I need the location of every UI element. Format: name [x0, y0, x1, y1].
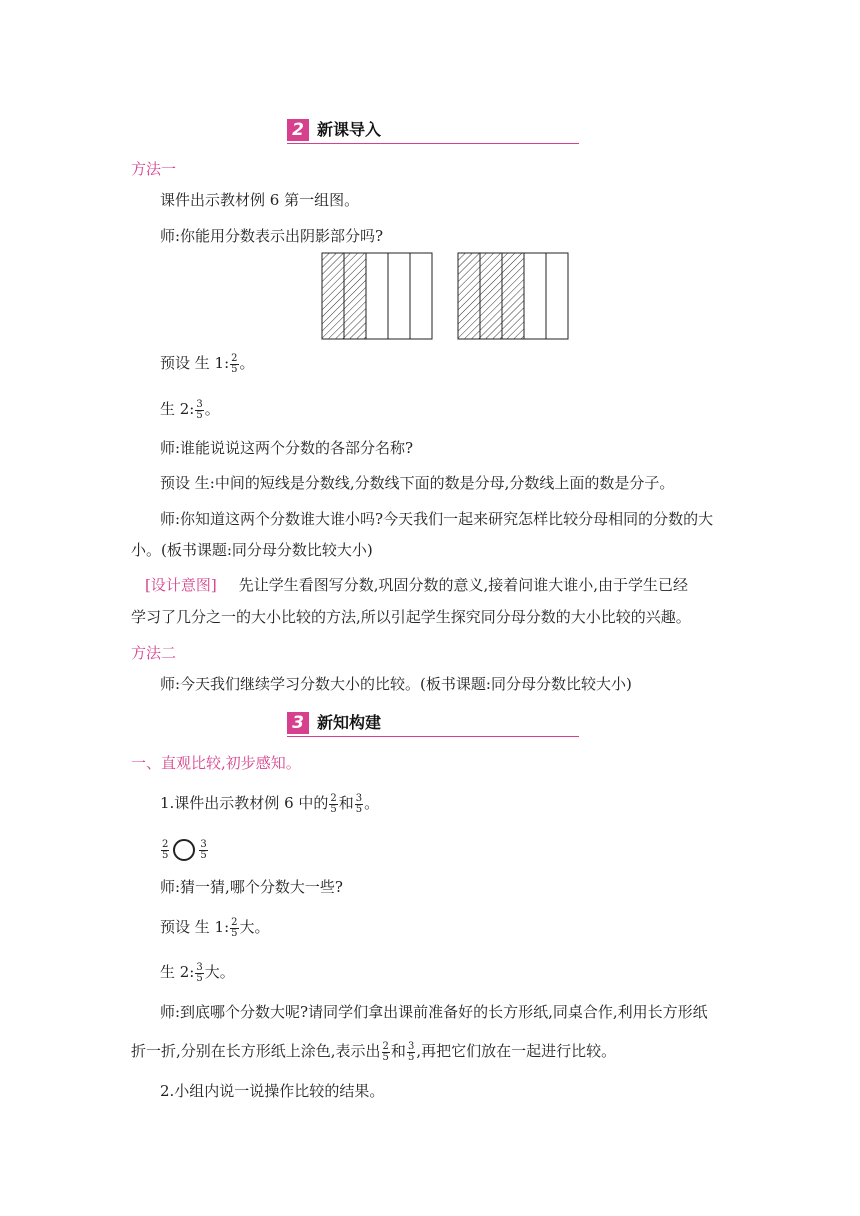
design-intent-label: [设计意图]: [145, 576, 217, 594]
paragraph-line: 学习了几分之一的大小比较的方法,所以引起学生探究同分母分数的大小比较的兴趣。: [131, 608, 691, 626]
design-intent-line: [设计意图] 先让学生看图写分数,巩固分数的意义,接着问谁大谁小,由于学生已经: [145, 576, 689, 594]
unshaded-part: [388, 253, 410, 339]
unshaded-part: [366, 253, 388, 339]
answer-line: 生 2: $\frac{3}{5}$ 。: [160, 398, 220, 421]
subsection-heading: 一、直观比较,初步感知。: [131, 754, 301, 772]
shaded-part: [322, 253, 344, 339]
fraction: $\frac{2}{5}$: [330, 792, 337, 815]
method-one-label: 方法一: [131, 160, 177, 178]
fraction-two-fifths: $\frac{2}{5}$: [231, 352, 238, 375]
unshaded-part: [410, 253, 432, 339]
list-item: 1.课件出示教材例 6 中的 $\frac{2}{5}$ 和 $\frac{3}{5}$ 。: [160, 792, 380, 815]
paragraph-line: 折一折,分别在长方形纸上涂色,表示出 $\frac{2}{5}$ 和 $\frac{3}{5}$ ,再把它们放在一起进行比较。: [131, 1040, 617, 1063]
paragraph: 课件出示教材例 6 第一组图。: [160, 191, 360, 209]
paragraph: 师:你能用分数表示出阴影部分吗?: [160, 227, 384, 245]
paragraph: 师:今天我们继续学习分数大小的比较。(板书课题:同分母分数比较大小): [160, 675, 632, 693]
fraction: $\frac{2}{5}$: [382, 1040, 389, 1063]
paragraph-line: 师:到底哪个分数大呢?请同学们拿出课前准备好的长方形纸,同桌合作,利用长方形纸: [160, 1003, 708, 1021]
section-underline: [287, 736, 579, 737]
answer-line: 生 2: $\frac{3}{5}$ 大。: [160, 961, 235, 984]
shaded-part: [458, 253, 480, 339]
unshaded-part: [524, 253, 546, 339]
unshaded-part: [546, 253, 568, 339]
fraction: $\frac{3}{5}$: [200, 838, 207, 861]
answer-prefix: 生 2:: [160, 400, 195, 418]
method-two-label: 方法二: [131, 644, 177, 662]
fraction: $\frac{3}{5}$: [355, 792, 363, 815]
fraction: $\frac{2}{5}$: [162, 838, 169, 861]
section-number-badge: 2: [287, 119, 309, 141]
shaded-part: [502, 253, 524, 339]
paragraph-line: 小。(板书课题:同分母分数比较大小): [131, 541, 373, 559]
section-title: 新课导入: [317, 120, 382, 139]
paragraph: 预设 生:中间的短线是分数线,分数线下面的数是分母,分数线上面的数是分子。: [160, 474, 675, 492]
comparison-blank: [160, 838, 209, 861]
paragraph: 师:谁能说说这两个分数的各部分名称?: [160, 439, 414, 457]
comparison-circle-blank: [173, 839, 195, 861]
fraction: $\frac{3}{5}$: [196, 961, 203, 984]
section-title: 新知构建: [317, 713, 382, 732]
section-underline: [287, 143, 579, 144]
fraction-bars-figure: [320, 251, 575, 343]
answer-line: 预设 生 1: $\frac{2}{5}$ 大。: [160, 916, 270, 939]
section-number-badge: 3: [287, 712, 309, 734]
fraction: $\frac{3}{5}$: [407, 1040, 415, 1063]
paragraph: 师:猜一猜,哪个分数大一些?: [160, 878, 343, 896]
fraction-bar-three-fifths: [458, 253, 568, 339]
answer-prefix: 预设 生 1:: [160, 354, 230, 372]
shaded-part: [344, 253, 366, 339]
fraction: $\frac{2}{5}$: [231, 916, 238, 939]
list-item: 2.小组内说一说操作比较的结果。: [160, 1082, 385, 1100]
paragraph-line: 师:你知道这两个分数谁大谁小吗?今天我们一起来研究怎样比较分母相同的分数的大: [160, 510, 714, 528]
answer-line: 预设 生 1: $\frac{2}{5}$ 。: [160, 352, 255, 375]
shaded-part: [480, 253, 502, 339]
fraction-bar-two-fifths: [322, 253, 432, 339]
fraction-three-fifths: $\frac{3}{5}$: [196, 398, 203, 421]
